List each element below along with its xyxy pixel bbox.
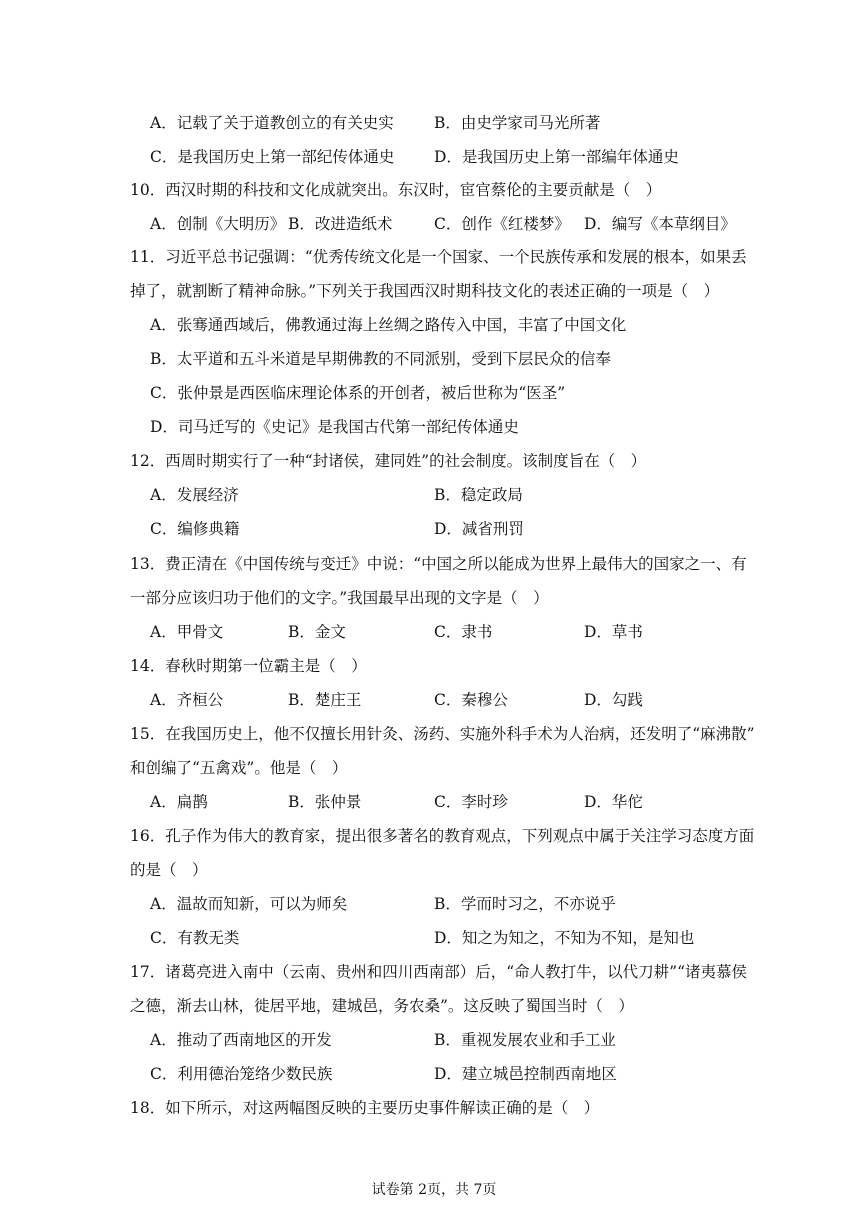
question-11-option-a: A．张骞通西域后，佛教通过海上丝绸之路传入中国，丰富了中国文化 bbox=[150, 316, 627, 334]
question-15-stem-line-1: 15．在我国历史上，他不仅擅长用针灸、汤药、实施外科手术为人治病，还发明了“麻沸散” bbox=[130, 725, 755, 743]
question-14-option-b: B．楚庄王 bbox=[288, 691, 362, 709]
question-14-option-c: C．秦穆公 bbox=[434, 691, 508, 709]
question-16-option-b: B．学而时习之，不亦说乎 bbox=[434, 895, 616, 913]
question-17-option-c: C．利用德治笼络少数民族 bbox=[150, 1065, 333, 1083]
question-13-option-b: B．金文 bbox=[288, 623, 346, 641]
question-10-option-d: D．编写《本草纲目》 bbox=[584, 215, 736, 233]
question-13-option-d: D．草书 bbox=[584, 623, 643, 641]
question-13-option-a: A．甲骨文 bbox=[150, 623, 224, 641]
question-18-stem: 18．如下所示，对这两幅图反映的主要历史事件解读正确的是（ ） bbox=[130, 1099, 600, 1117]
question-16-stem-line-2: 的是（ ） bbox=[130, 861, 208, 879]
question-13-option-c: C．隶书 bbox=[434, 623, 493, 641]
question-16-option-a: A．温故而知新，可以为师矣 bbox=[150, 895, 348, 913]
question-12-option-b: B．稳定政局 bbox=[434, 486, 523, 504]
question-10-option-b: B．改进造纸术 bbox=[288, 215, 393, 233]
question-14-stem: 14．春秋时期第一位霸主是（ ） bbox=[130, 657, 367, 675]
prev-option-a: A．记载了关于道教创立的有关史实 bbox=[150, 114, 394, 132]
question-14-option-a: A．齐桓公 bbox=[150, 691, 224, 709]
question-10-stem: 10．西汉时期的科技和文化成就突出。东汉时，宦官蔡伦的主要贡献是（ ） bbox=[130, 181, 662, 199]
question-15-option-d: D．华佗 bbox=[584, 793, 643, 811]
question-17-option-a: A．推动了西南地区的开发 bbox=[150, 1031, 332, 1049]
question-12-option-a: A．发展经济 bbox=[150, 486, 239, 504]
question-10-option-c: C．创作《红楼梦》 bbox=[434, 215, 570, 233]
prev-option-b: B．由史学家司马光所著 bbox=[434, 114, 601, 132]
question-16-option-d: D．知之为知之，不知为不知，是知也 bbox=[434, 929, 695, 947]
page-footer: 试卷第 2页，共 7页 bbox=[371, 1182, 497, 1198]
question-17-stem-line-2: 之德，渐去山林，徙居平地，建城邑，务农桑”。这反映了蜀国当时（ ） bbox=[130, 997, 634, 1015]
question-12-option-c: C．编修典籍 bbox=[150, 520, 240, 538]
prev-option-d: D．是我国历史上第一部编年体通史 bbox=[434, 148, 679, 166]
question-12-stem: 12．西周时期实行了一种“封诸侯，建同姓”的社会制度。该制度旨在（ ） bbox=[130, 452, 647, 470]
question-11-option-b: B．太平道和五斗米道是早期佛教的不同派别，受到下层民众的信奉 bbox=[150, 350, 611, 368]
question-10-option-a: A．创制《大明历》 bbox=[150, 215, 286, 233]
question-15-option-c: C．李时珍 bbox=[434, 793, 508, 811]
question-15-option-a: A．扁鹊 bbox=[150, 793, 208, 811]
question-16-option-c: C．有教无类 bbox=[150, 929, 240, 947]
question-14-option-d: D．勾践 bbox=[584, 691, 643, 709]
prev-option-c: C．是我国历史上第一部纪传体通史 bbox=[150, 148, 395, 166]
question-12-option-d: D．减省刑罚 bbox=[434, 520, 524, 538]
question-11-stem-line-1: 11．习近平总书记强调：“优秀传统文化是一个国家、一个民族传承和发展的根本，如果丢 bbox=[130, 248, 747, 266]
question-17-option-b: B．重视发展农业和手工业 bbox=[434, 1031, 616, 1049]
question-17-stem-line-1: 17．诸葛亮进入南中（云南、贵州和四川西南部）后，“命人教打牛，以代刀耕”“诸夷慕侯 bbox=[130, 963, 747, 981]
question-17-option-d: D．建立城邑控制西南地区 bbox=[434, 1065, 617, 1083]
question-11-option-d: D．司马迁写的《史记》是我国古代第一部纪传体通史 bbox=[150, 418, 519, 436]
question-16-stem-line-1: 16．孔子作为伟大的教育家，提出很多著名的教育观点，下列观点中属于关注学习态度方面 bbox=[130, 827, 755, 845]
question-13-stem-line-1: 13．费正清在《中国传统与变迁》中说：“中国之所以能成为世界上最伟大的国家之一、有 bbox=[130, 555, 747, 573]
question-15-option-b: B．张仲景 bbox=[288, 793, 362, 811]
question-15-stem-line-2: 和创编了“五禽戏”。他是（ ） bbox=[130, 759, 348, 777]
question-11-stem-line-2: 掉了，就割断了精神命脉。”下列关于我国西汉时期科技文化的表述正确的一项是（ ） bbox=[130, 282, 720, 300]
question-13-stem-line-2: 一部分应该归功于他们的文字。”我国最早出现的文字是（ ） bbox=[130, 589, 549, 607]
question-11-option-c: C．张仲景是西医临床理论体系的开创者，被后世称为“医圣” bbox=[150, 384, 566, 402]
